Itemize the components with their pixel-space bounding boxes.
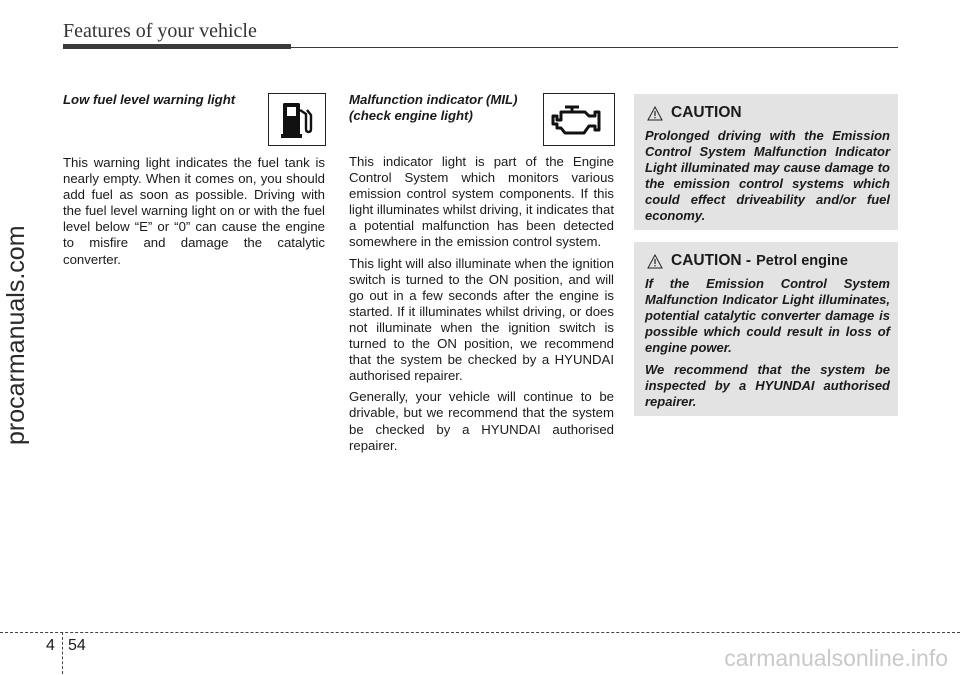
- caution-header: [645, 252, 890, 270]
- fuel-icon-box: [268, 93, 326, 146]
- page-header-title: Features of your vehicle: [63, 20, 257, 42]
- engine-icon-box: [543, 93, 615, 146]
- caution-box-emission: [634, 94, 898, 230]
- site-watermark: carmanualsonline.info: [724, 645, 948, 671]
- fuel-warning-heading: Low fuel level warning light: [63, 92, 236, 107]
- footer-divider: [0, 632, 960, 633]
- warning-triangle-icon: [647, 106, 663, 121]
- page-number: 54: [68, 637, 86, 654]
- check-engine-icon: [551, 104, 607, 136]
- caution-title: CAUTION -: [671, 252, 752, 269]
- chapter-number: 4: [46, 637, 55, 654]
- caution-subtitle: Petrol engine: [756, 253, 848, 269]
- header-rule-thick: [63, 44, 291, 49]
- caution-text-1: If the Emission Control System Malfunction Indicator Light illuminates, potential catalytic converter damage is possible which could result in loss of engine power.: [645, 276, 890, 355]
- mil-heading: Malfunction indicator (MIL): [349, 92, 518, 107]
- caution-text-2: We recommend that the system be inspected by a HYUNDAI authorised repairer.: [645, 362, 890, 409]
- fuel-pump-icon: [280, 101, 314, 139]
- fuel-warning-paragraph: This warning light indicates the fuel tank is nearly empty. When it comes on, you should add fuel as soon as possible. Driving with the fuel level warning light on or with the fuel level below “E” or “0” can cause the engine to misfire and damage the catalytic converter.: [63, 155, 325, 267]
- caution-text: Prolonged driving with the Emission Control System Malfunction Indicator Light illuminated may cause damage to the emission control systems which could effect driveability and/or fuel economy.: [645, 128, 890, 223]
- mil-heading-sub: (check engine light): [349, 108, 473, 123]
- caution-box-petrol: [634, 242, 898, 416]
- side-watermark: procarmanuals.com: [2, 225, 30, 445]
- footer-vertical-divider: [62, 632, 63, 674]
- warning-triangle-icon: [647, 254, 663, 269]
- caution-header: [645, 104, 890, 122]
- header-rule-thin: [291, 47, 898, 48]
- mil-section: [349, 92, 614, 459]
- mil-paragraph-3: Generally, your vehicle will continue to be drivable, but we recommend that the system be checked by a HYUNDAI authorised repairer.: [349, 389, 614, 453]
- caution-title: CAUTION: [671, 104, 742, 121]
- mil-paragraph-2: This light will also illuminate when the ignition switch is turned to the ON position, and will go out in a few seconds after the engine is started. If it illuminates whilst driving, or does not illuminate when the ignition switch is turned to the ON position, we recommend that the system be checked by a HYUNDAI authorised repairer.: [349, 255, 614, 384]
- mil-paragraph-1: This indicator light is part of the Engine Control System which monitors various emission control system components. If this light illuminates whilst driving, it indicates that a potential malfunction has been detected somewhere in the emission control system.: [349, 154, 614, 250]
